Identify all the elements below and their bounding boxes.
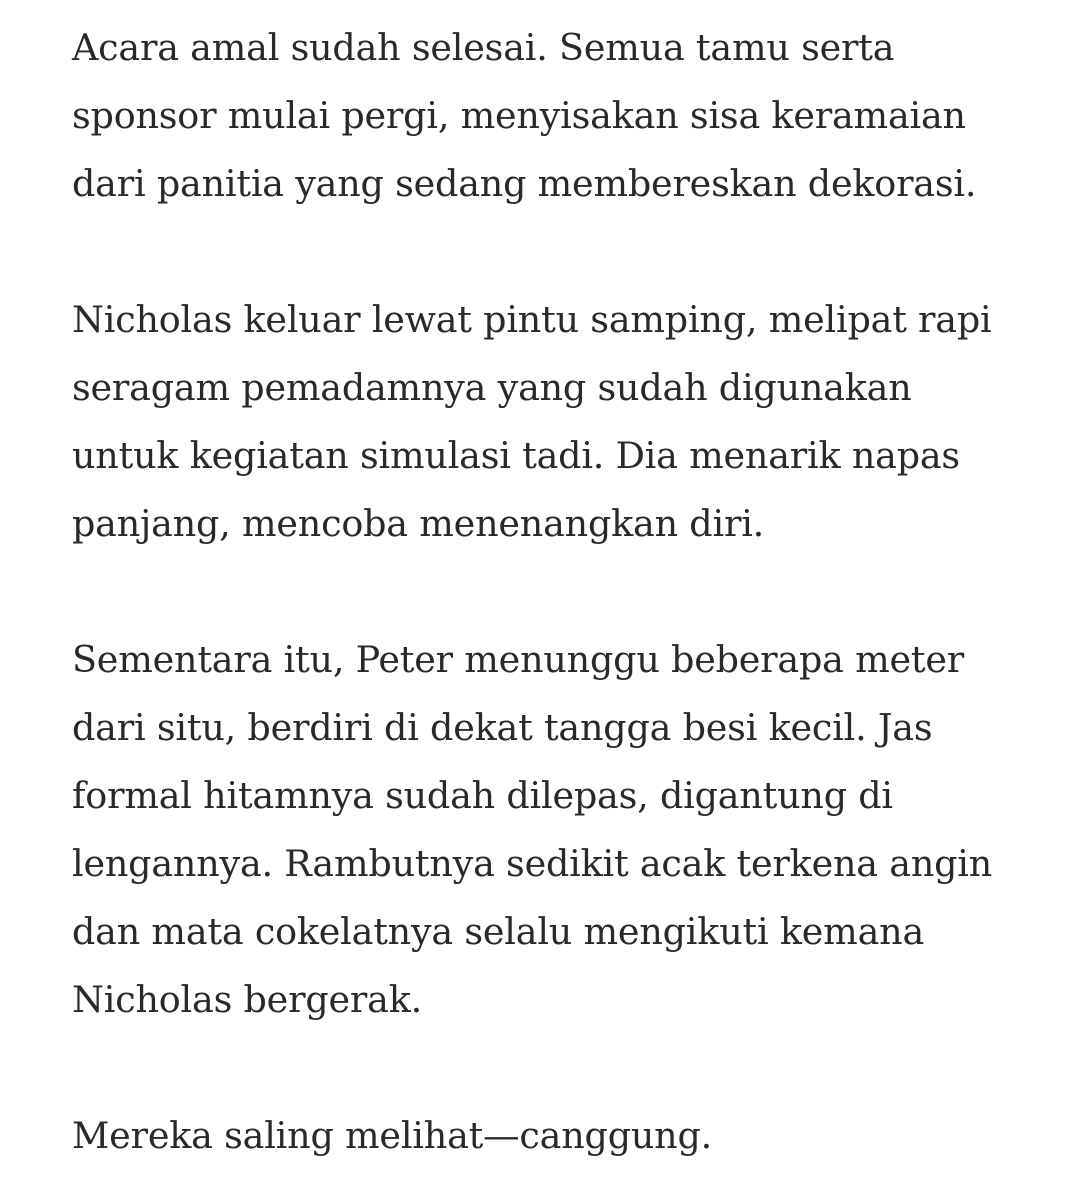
text-line: Mereka saling melihat—canggung. [72,1114,713,1157]
text-line: dan mata cokelatnya selalu mengikuti kemana [72,910,925,953]
paragraph [72,286,1062,558]
text-line: untuk kegiatan simulasi tadi. Dia menarik napas [72,434,960,477]
text-line: panjang, mencoba menenangkan diri. [72,502,765,545]
paragraph [72,14,1062,218]
text-line: dari situ, berdiri di dekat tangga besi kecil. Jas [72,706,933,749]
paragraph [72,1102,1062,1170]
text-line: seragam pemadamnya yang sudah digunakan [72,366,912,409]
story-text [72,14,1062,1170]
text-line: Nicholas keluar lewat pintu samping, melipat rapi [72,298,992,341]
paragraph [72,626,1062,1034]
text-line: Acara amal sudah selesai. Semua tamu serta [72,26,895,69]
text-line: formal hitamnya sudah dilepas, digantung di [72,774,893,817]
text-line: lengannya. Rambutnya sedikit acak terkena angin [72,842,993,885]
text-line: Sementara itu, Peter menunggu beberapa meter [72,638,965,681]
text-line: Nicholas bergerak. [72,978,423,1021]
text-line: dari panitia yang sedang membereskan dekorasi. [72,162,977,205]
text-line: sponsor mulai pergi, menyisakan sisa keramaian [72,94,966,137]
